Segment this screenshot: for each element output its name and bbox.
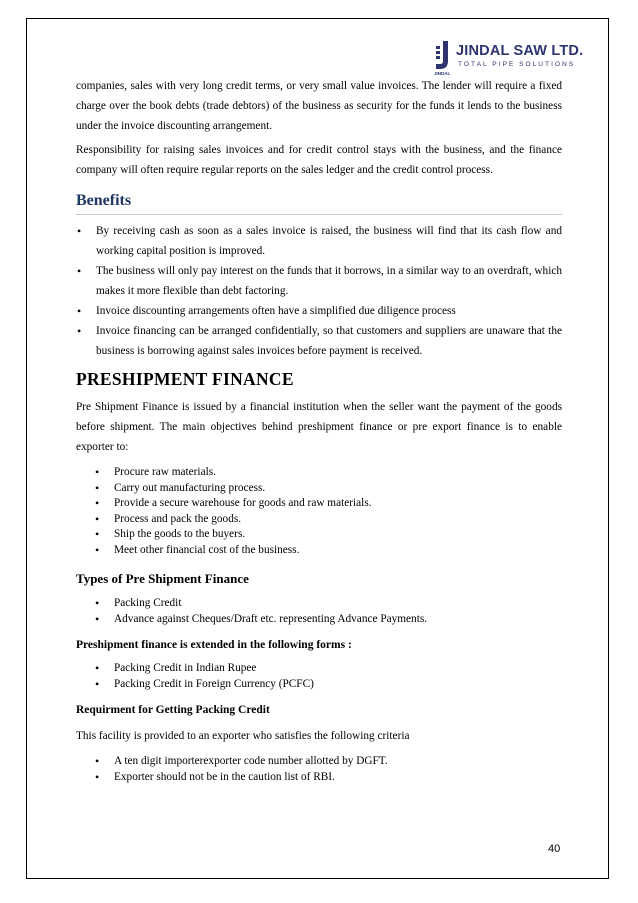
- logo-tagline: TOTAL PIPE SOLUTIONS: [458, 61, 576, 68]
- forms-list: [76, 661, 562, 692]
- benefits-heading: Benefits: [76, 190, 562, 215]
- page-number: 40: [548, 843, 561, 855]
- jindal-logo-icon: [434, 40, 452, 70]
- list-item: • Ship the goods to the buyers.: [76, 527, 562, 543]
- company-logo: [434, 40, 584, 80]
- list-item: • Carry out manufacturing process.: [76, 481, 562, 497]
- intro-paragraph-2: Responsibility for raising sales invoices and for credit control stays with the business, and the finance company will often require regular reports on the sales ledger and the credit control process.: [76, 144, 562, 176]
- list-item: • Procure raw materials.: [76, 465, 562, 481]
- list-item: • Process and pack the goods.: [76, 512, 562, 528]
- list-item: • The business will only pay interest on the funds that it borrows, in a similar way to an overdraft, which makes it more flexible than debt factoring.: [76, 261, 562, 301]
- list-item: • Invoice discounting arrangements often have a simplified due diligence process: [76, 301, 562, 321]
- requirement-heading: Requirment for Getting Packing Credit: [76, 704, 270, 716]
- preshipment-heading: PRESHIPMENT FINANCE: [76, 369, 294, 389]
- list-item: • Meet other financial cost of the business.: [76, 543, 562, 559]
- list-item: • A ten digit importerexporter code number allotted by DGFT.: [76, 754, 562, 770]
- intro-paragraph-1: companies, sales with very long credit terms, or very small value invoices. The lender will require a fixed charge over the book debts (trade debtors) of the business as security for the funds it lends to the business under the invoice discounting arrangement.: [76, 80, 562, 132]
- list-item: • Invoice financing can be arranged confidentially, so that customers and suppliers are unaware that the business is borrowing against sales invoices before payment is received.: [76, 321, 562, 361]
- list-item: • Packing Credit in Indian Rupee: [76, 661, 562, 677]
- preshipment-paragraph: Pre Shipment Finance is issued by a financial institution when the seller want the payment of the goods before shipment. The main objectives behind preshipment finance or pre export finance is to enable exporter to:: [76, 401, 562, 453]
- document-body: [76, 76, 562, 793]
- requirement-paragraph: This facility is provided to an exporter who satisfies the following criteria: [76, 730, 410, 742]
- list-item: • Exporter should not be in the caution list of RBI.: [76, 770, 562, 786]
- benefits-list: [76, 221, 562, 361]
- requirement-list: [76, 754, 562, 785]
- logo-small-text: JINDAL: [434, 71, 451, 76]
- list-item: • Provide a secure warehouse for goods and raw materials.: [76, 496, 562, 512]
- logo-brand-name: JINDAL SAW LTD.: [456, 43, 584, 59]
- list-item: • Packing Credit in Foreign Currency (PCFC): [76, 677, 562, 693]
- list-item: • Packing Credit: [76, 596, 562, 612]
- list-item: • By receiving cash as soon as a sales invoice is raised, the business will find that its cash flow and working capital position is improved.: [76, 221, 562, 261]
- forms-heading: Preshipment finance is extended in the following forms :: [76, 639, 352, 651]
- objectives-list: [76, 465, 562, 558]
- types-heading: Types of Pre Shipment Finance: [76, 571, 249, 586]
- types-list: [76, 596, 562, 627]
- list-item: • Advance against Cheques/Draft etc. representing Advance Payments.: [76, 612, 562, 628]
